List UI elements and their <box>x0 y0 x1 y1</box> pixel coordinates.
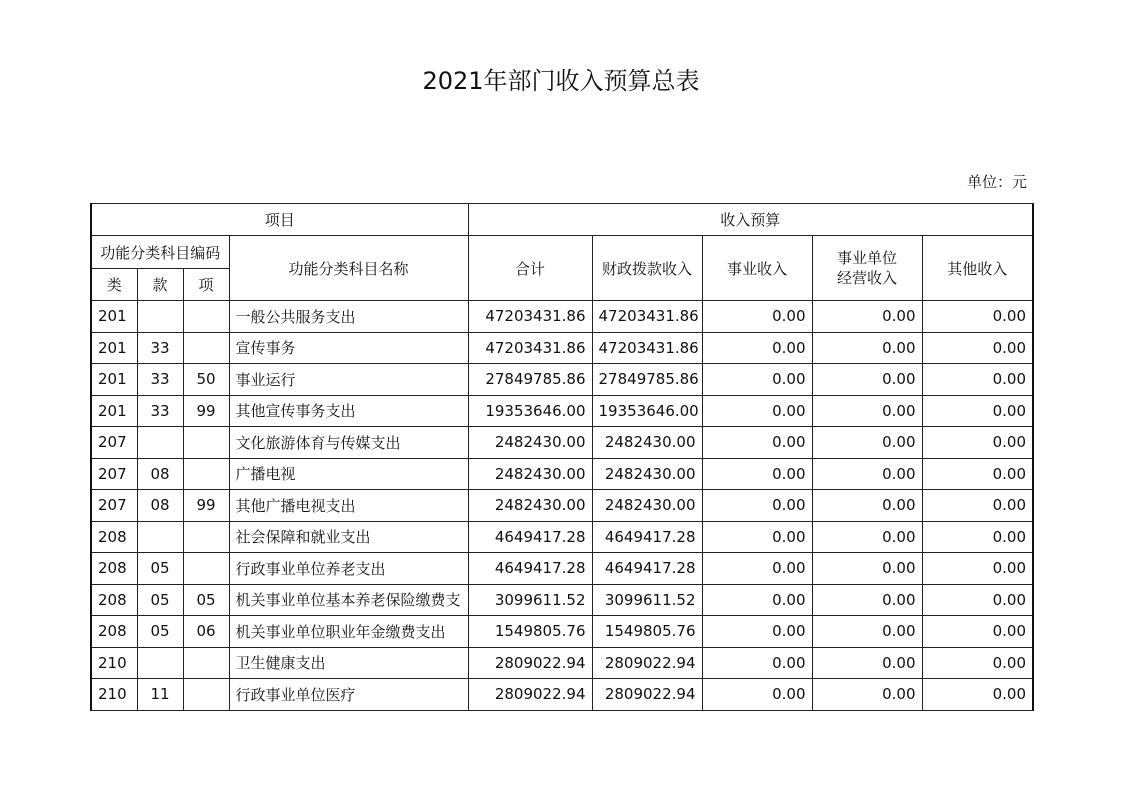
cell-business: 0.00 <box>702 647 812 679</box>
cell-operating: 0.00 <box>812 490 922 522</box>
header-total: 合计 <box>468 236 592 301</box>
header-operating-line1: 事业单位 <box>837 249 898 267</box>
cell-business: 0.00 <box>702 521 812 553</box>
cell-total: 47203431.86 <box>468 301 592 333</box>
header-fiscal: 财政拨款收入 <box>592 236 702 301</box>
cell-operating: 0.00 <box>812 521 922 553</box>
cell-business: 0.00 <box>702 490 812 522</box>
cell-fiscal: 47203431.86 <box>592 301 702 333</box>
table-row <box>91 458 1033 490</box>
cell-fiscal: 2482430.00 <box>592 458 702 490</box>
cell-lei: 207 <box>91 427 137 459</box>
cell-operating: 0.00 <box>812 427 922 459</box>
cell-operating: 0.00 <box>812 332 922 364</box>
cell-fiscal: 1549805.76 <box>592 616 702 648</box>
cell-kuan: 11 <box>137 679 183 711</box>
cell-other: 0.00 <box>922 521 1033 553</box>
page-title: 2021年部门收入预算总表 <box>422 67 700 95</box>
table-row <box>91 364 1033 396</box>
cell-other: 0.00 <box>922 427 1033 459</box>
header-xiang: 项 <box>183 269 229 301</box>
cell-name: 其他宣传事务支出 <box>229 395 468 427</box>
cell-kuan: 05 <box>137 616 183 648</box>
cell-name: 行政事业单位医疗 <box>229 679 468 711</box>
header-income-budget: 收入预算 <box>468 204 1033 236</box>
cell-other: 0.00 <box>922 332 1033 364</box>
cell-other: 0.00 <box>922 458 1033 490</box>
table-row <box>91 427 1033 459</box>
cell-fiscal: 47203431.86 <box>592 332 702 364</box>
cell-kuan <box>137 647 183 679</box>
cell-other: 0.00 <box>922 647 1033 679</box>
cell-total: 4649417.28 <box>468 521 592 553</box>
cell-total: 27849785.86 <box>468 364 592 396</box>
header-business: 事业收入 <box>702 236 812 301</box>
cell-lei: 201 <box>91 301 137 333</box>
cell-other: 0.00 <box>922 679 1033 711</box>
cell-fiscal: 2482430.00 <box>592 427 702 459</box>
cell-operating: 0.00 <box>812 364 922 396</box>
table-row <box>91 301 1033 333</box>
cell-name: 卫生健康支出 <box>229 647 468 679</box>
cell-lei: 201 <box>91 364 137 396</box>
cell-operating: 0.00 <box>812 395 922 427</box>
cell-kuan <box>137 521 183 553</box>
table-row <box>91 521 1033 553</box>
cell-xiang <box>183 679 229 711</box>
cell-operating: 0.00 <box>812 679 922 711</box>
header-operating <box>812 236 922 301</box>
cell-total: 2482430.00 <box>468 427 592 459</box>
cell-fiscal: 2809022.94 <box>592 647 702 679</box>
header-row-1 <box>91 204 1033 236</box>
header-project: 项目 <box>91 204 468 236</box>
cell-business: 0.00 <box>702 364 812 396</box>
cell-total: 1549805.76 <box>468 616 592 648</box>
table-row <box>91 584 1033 616</box>
cell-xiang <box>183 301 229 333</box>
cell-fiscal: 3099611.52 <box>592 584 702 616</box>
cell-lei: 208 <box>91 584 137 616</box>
cell-kuan: 05 <box>137 553 183 585</box>
cell-business: 0.00 <box>702 458 812 490</box>
cell-lei: 210 <box>91 679 137 711</box>
cell-kuan <box>137 427 183 459</box>
header-code-group: 功能分类科目编码 <box>91 236 229 269</box>
cell-total: 19353646.00 <box>468 395 592 427</box>
cell-xiang <box>183 427 229 459</box>
cell-operating: 0.00 <box>812 616 922 648</box>
table-row <box>91 395 1033 427</box>
cell-lei: 208 <box>91 521 137 553</box>
cell-total: 4649417.28 <box>468 553 592 585</box>
cell-lei: 207 <box>91 458 137 490</box>
cell-xiang: 50 <box>183 364 229 396</box>
table-row <box>91 679 1033 711</box>
cell-name: 一般公共服务支出 <box>229 301 468 333</box>
cell-business: 0.00 <box>702 332 812 364</box>
cell-xiang <box>183 332 229 364</box>
cell-lei: 201 <box>91 395 137 427</box>
cell-business: 0.00 <box>702 395 812 427</box>
cell-name: 机关事业单位基本养老保险缴费支 <box>229 584 468 616</box>
table-row <box>91 647 1033 679</box>
header-other: 其他收入 <box>922 236 1033 301</box>
cell-lei: 210 <box>91 647 137 679</box>
cell-total: 2809022.94 <box>468 647 592 679</box>
table-row <box>91 616 1033 648</box>
cell-lei: 208 <box>91 616 137 648</box>
cell-kuan: 33 <box>137 364 183 396</box>
cell-other: 0.00 <box>922 584 1033 616</box>
cell-business: 0.00 <box>702 301 812 333</box>
cell-other: 0.00 <box>922 395 1033 427</box>
cell-name: 文化旅游体育与传媒支出 <box>229 427 468 459</box>
cell-operating: 0.00 <box>812 553 922 585</box>
cell-name: 行政事业单位养老支出 <box>229 553 468 585</box>
cell-total: 47203431.86 <box>468 332 592 364</box>
cell-kuan: 08 <box>137 458 183 490</box>
cell-xiang <box>183 458 229 490</box>
table-row <box>91 553 1033 585</box>
header-name: 功能分类科目名称 <box>229 236 468 301</box>
cell-xiang: 99 <box>183 490 229 522</box>
cell-operating: 0.00 <box>812 584 922 616</box>
cell-name: 宣传事务 <box>229 332 468 364</box>
header-lei: 类 <box>91 269 137 301</box>
cell-name: 社会保障和就业支出 <box>229 521 468 553</box>
header-kuan: 款 <box>137 269 183 301</box>
cell-total: 2482430.00 <box>468 458 592 490</box>
cell-xiang <box>183 647 229 679</box>
cell-business: 0.00 <box>702 616 812 648</box>
cell-business: 0.00 <box>702 427 812 459</box>
table-row <box>91 490 1033 522</box>
cell-fiscal: 19353646.00 <box>592 395 702 427</box>
header-row-2 <box>91 236 1033 269</box>
cell-xiang: 99 <box>183 395 229 427</box>
unit-label: 单位：元 <box>966 173 1027 191</box>
cell-xiang <box>183 553 229 585</box>
cell-other: 0.00 <box>922 364 1033 396</box>
header-operating-line2: 经营收入 <box>837 269 898 287</box>
cell-fiscal: 27849785.86 <box>592 364 702 396</box>
cell-name: 事业运行 <box>229 364 468 396</box>
table-row <box>91 332 1033 364</box>
cell-name: 其他广播电视支出 <box>229 490 468 522</box>
cell-lei: 201 <box>91 332 137 364</box>
cell-other: 0.00 <box>922 616 1033 648</box>
cell-lei: 207 <box>91 490 137 522</box>
cell-kuan: 33 <box>137 395 183 427</box>
cell-fiscal: 4649417.28 <box>592 553 702 585</box>
cell-operating: 0.00 <box>812 301 922 333</box>
cell-xiang <box>183 521 229 553</box>
cell-fiscal: 2809022.94 <box>592 679 702 711</box>
cell-name: 广播电视 <box>229 458 468 490</box>
cell-xiang: 06 <box>183 616 229 648</box>
cell-fiscal: 4649417.28 <box>592 521 702 553</box>
cell-operating: 0.00 <box>812 458 922 490</box>
cell-kuan: 05 <box>137 584 183 616</box>
cell-lei: 208 <box>91 553 137 585</box>
cell-total: 2482430.00 <box>468 490 592 522</box>
cell-xiang: 05 <box>183 584 229 616</box>
cell-other: 0.00 <box>922 301 1033 333</box>
cell-other: 0.00 <box>922 553 1033 585</box>
cell-business: 0.00 <box>702 553 812 585</box>
budget-table <box>90 203 1034 711</box>
cell-other: 0.00 <box>922 490 1033 522</box>
cell-business: 0.00 <box>702 679 812 711</box>
cell-kuan: 33 <box>137 332 183 364</box>
cell-kuan <box>137 301 183 333</box>
cell-business: 0.00 <box>702 584 812 616</box>
cell-operating: 0.00 <box>812 647 922 679</box>
cell-fiscal: 2482430.00 <box>592 490 702 522</box>
cell-name: 机关事业单位职业年金缴费支出 <box>229 616 468 648</box>
cell-total: 2809022.94 <box>468 679 592 711</box>
cell-total: 3099611.52 <box>468 584 592 616</box>
cell-kuan: 08 <box>137 490 183 522</box>
